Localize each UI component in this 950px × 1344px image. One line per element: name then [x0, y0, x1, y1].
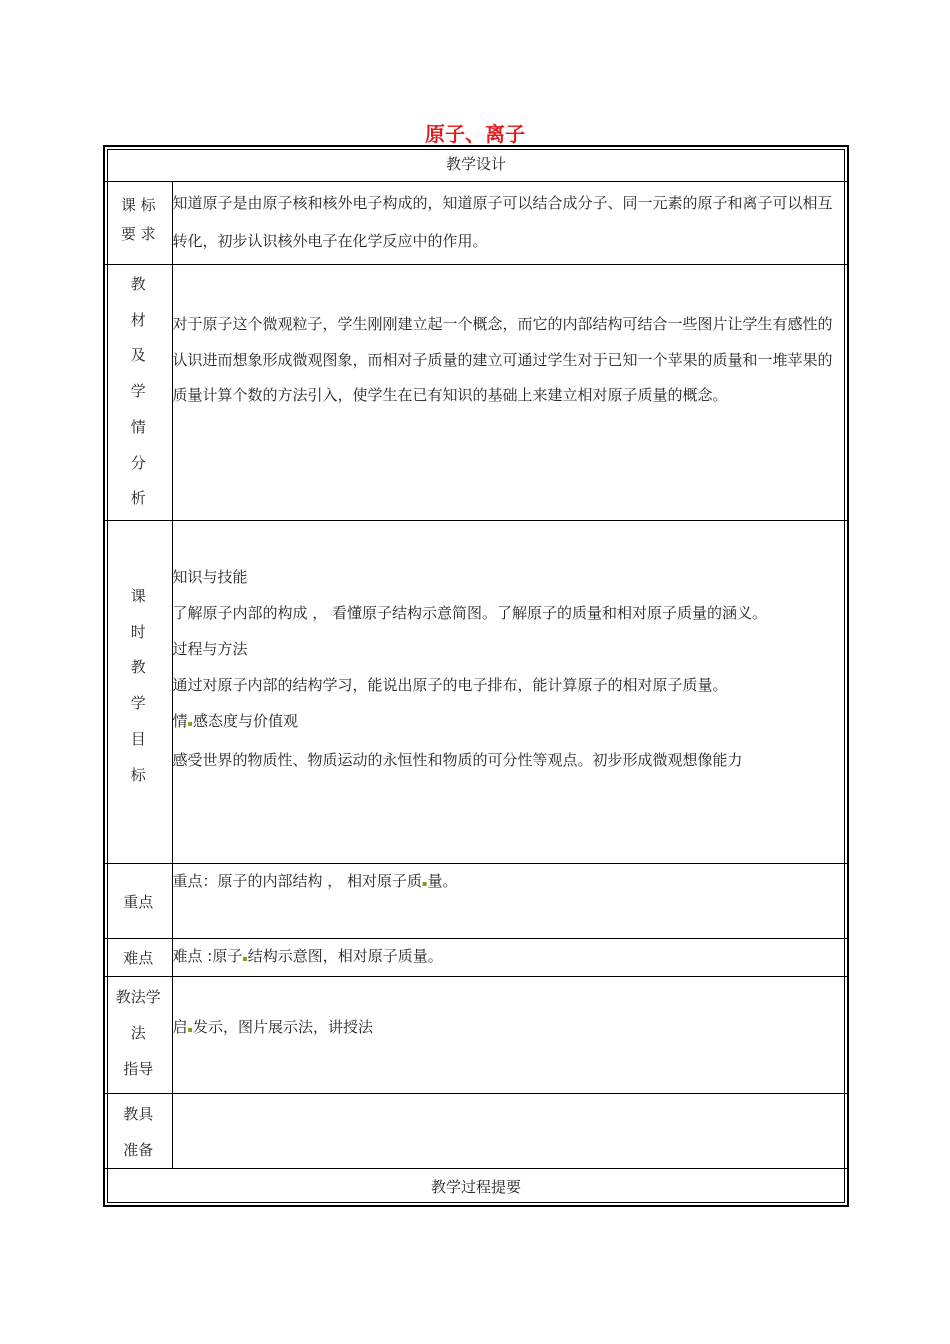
text-knowledge: 了解原子内部的构成 ， 看懂原子结构示意简图。了解原子的质量和相对原子质量的涵义。 — [172, 604, 768, 622]
row-difficulties — [104, 939, 848, 977]
row-objectives — [104, 521, 848, 864]
section-header-row — [104, 146, 848, 182]
label-analysis-char: 材 — [130, 310, 146, 329]
row-analysis — [104, 265, 848, 521]
label-key-points: 重点 — [104, 864, 172, 939]
content-tools — [172, 1094, 848, 1169]
label-methods-line: 教法学 — [115, 988, 161, 1006]
label-tools-line: 准备 — [123, 1141, 154, 1159]
page-title: 原子、离子 — [425, 122, 525, 146]
content-analysis: 对于原子这个微观粒子，学生刚刚建立起一个概念，而它的内部结构可结合一些图片让学生有感性的认识进而想象形成微观图象，而相对子质量的建立可通过学生对于已知一个苹果的质量和一堆苹果的质量计算个数的方法引入，使学生在已有知识的基础上来建立相对原子质量的概念。 — [172, 265, 848, 521]
row-standard — [104, 182, 848, 265]
label-tools-line: 教具 — [123, 1105, 154, 1123]
heading-emotion: 情▪感态度与价值观 — [172, 712, 298, 730]
label-difficulties: 难点 — [104, 939, 172, 977]
lesson-plan-table — [103, 145, 849, 1207]
label-methods-line: 法 — [130, 1024, 146, 1042]
label-objectives-char: 课 — [130, 587, 146, 605]
label-methods — [104, 977, 172, 1094]
label-objectives-char: 目 — [130, 729, 146, 748]
label-objectives — [104, 521, 172, 864]
label-objectives-char: 时 — [130, 622, 146, 641]
text-emotion: 感受世界的物质性、物质运动的永恒性和物质的可分性等观点。初步形成微观想像能力 — [172, 751, 743, 769]
label-analysis-char: 分 — [130, 453, 146, 472]
row-tools — [104, 1094, 848, 1169]
footer-header: 教学过程提要 — [104, 1169, 848, 1207]
label-methods-line: 指导 — [123, 1060, 154, 1078]
label-objectives-char: 标 — [130, 765, 146, 784]
label-analysis-char: 情 — [130, 417, 146, 436]
content-methods: 启▪发示，图片展示法，讲授法 — [172, 977, 848, 1094]
heading-knowledge: 知识与技能 — [172, 568, 248, 586]
label-analysis-char: 教 — [130, 275, 146, 293]
content-objectives — [172, 521, 848, 864]
label-analysis-char: 学 — [130, 382, 146, 401]
label-analysis-char: 析 — [130, 489, 146, 508]
label-tools — [104, 1094, 172, 1169]
label-objectives-char: 学 — [130, 694, 146, 713]
content-key-points: 重点：原子的内部结构 ， 相对原子质▪量。 — [172, 864, 848, 939]
label-standard-line2: 要 求 — [120, 225, 156, 243]
content-difficulties: 难点 :原子▪结构示意图，相对原子质量。 — [172, 939, 848, 977]
label-analysis-char: 及 — [130, 346, 146, 365]
footer-header-row — [104, 1169, 848, 1207]
heading-process: 过程与方法 — [172, 640, 248, 658]
label-analysis — [104, 265, 172, 521]
label-objectives-char: 教 — [130, 658, 146, 677]
content-standard: 知道原子是由原子核和核外电子构成的，知道原子可以结合成分子、同一元素的原子和离子可以相互转化，初步认识核外电子在化学反应中的作用。 — [172, 182, 848, 265]
text-process: 通过对原子内部的结构学习，能说出原子的电子排布，能计算原子的相对原子质量。 — [172, 676, 728, 694]
row-methods — [104, 977, 848, 1094]
section-header: 教学设计 — [104, 146, 848, 182]
row-key-points — [104, 864, 848, 939]
label-standard-line1: 课 标 — [120, 196, 156, 214]
label-standard — [104, 182, 172, 265]
